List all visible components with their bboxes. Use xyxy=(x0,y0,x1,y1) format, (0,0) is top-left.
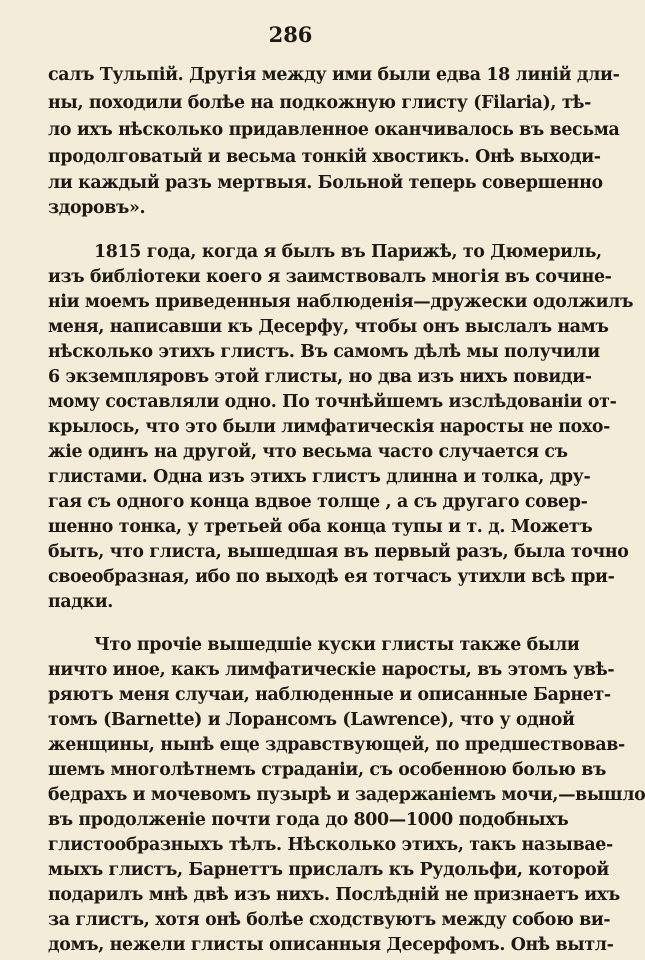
text-line: ніи моемъ приведенныя наблюденія—дружески одолжилъ xyxy=(48,292,634,312)
text-line: нѣсколько этихъ глистъ. Въ самомъ дѣлѣ мы получили xyxy=(48,342,600,362)
text-line: падки. xyxy=(48,592,114,612)
page-number: 286 xyxy=(268,22,313,47)
text-line: глистообразныхъ тѣлъ. Нѣсколько этихъ, такъ называе- xyxy=(48,835,613,855)
text-line: меня, написавши къ Десерфу, чтобы онъ выслалъ намъ xyxy=(48,317,609,337)
text-line: мому составляли одно. По точнѣйшемъ изслѣдованіи от- xyxy=(48,392,617,412)
text-line: въ продолженіе почти года до 800—1000 подобныхъ xyxy=(48,810,569,830)
text-line: домъ, нежели глисты описанныя Десерфомъ. Онѣ вытл- xyxy=(48,935,614,955)
text-line: гая съ одного конца вдвое толще , а съ другаго совер- xyxy=(48,492,588,512)
text-line: крылось, что это были лимфатическія наросты не похо- xyxy=(48,417,611,437)
text-line: Что прочіе вышедшіе куски глисты также были xyxy=(94,635,580,655)
text-line: женщины, нынѣ еще здравствующей, по предшествовав- xyxy=(48,735,625,755)
text-line: здоровъ». xyxy=(48,198,146,218)
text-line: ло ихъ нѣсколько придавленное оканчивалось въ весьма xyxy=(48,120,620,140)
text-line: томъ (Barnette) и Лорансомъ (Lawrence), что у одной xyxy=(48,710,575,730)
text-line: ли каждый разъ мертвыя. Больной теперь совершенно xyxy=(48,173,603,193)
text-line: быть, что глиста, вышедшая въ первый разъ, была точно xyxy=(48,542,629,562)
text-line: мыхъ глистъ, Барнеттъ прислалъ къ Рудольфи, которой xyxy=(48,860,609,880)
text-line: ничто иное, какъ лимфатическіе наросты, въ этомъ увѣ- xyxy=(48,660,615,680)
text-line: за глистъ, хотя онѣ болѣе сходствуютъ между собою ви- xyxy=(48,910,611,930)
text-line: ны, походили болѣе на подкожную глисту (Filaria), тѣ- xyxy=(48,93,591,113)
text-line: шемъ многолѣтнемъ страданіи, съ особенною болью въ xyxy=(48,760,606,780)
text-line: глистами. Одна изъ этихъ глистъ длинна и толка, дру- xyxy=(48,467,591,487)
text-line: своеобразная, ибо по выходѣ ея тотчасъ утихли всѣ при- xyxy=(48,567,615,587)
text-line: салъ Тульпій. Другія между ими были едва 18 линій дли- xyxy=(48,65,620,85)
text-line: 1815 года, когда я былъ въ Парижѣ, то Дюмериль, xyxy=(94,242,602,262)
text-line: жіе одинъ на другой, что весьма часто случается съ xyxy=(48,442,568,462)
text-line: ряютъ меня случаи, наблюденные и описанные Барнет- xyxy=(48,685,611,705)
text-line: 6 экземпляровъ этой глисты, но два изъ нихъ повиди- xyxy=(48,367,592,387)
text-line: продолговатый и весьма тонкій хвостикъ. Онѣ выходи- xyxy=(48,147,601,167)
text-line: подарилъ мнѣ двѣ изъ нихъ. Послѣдній не признаетъ ихъ xyxy=(48,885,620,905)
text-line: изъ библіотеки коего я заимствовалъ многія въ сочине- xyxy=(48,267,612,287)
text-line: бедрахъ и мочевомъ пузырѣ и задержаніемъ мочи,—вышло xyxy=(48,785,645,805)
text-line: шенно тонка, у третьей оба конца тупы и т. д. Можетъ xyxy=(48,517,593,537)
